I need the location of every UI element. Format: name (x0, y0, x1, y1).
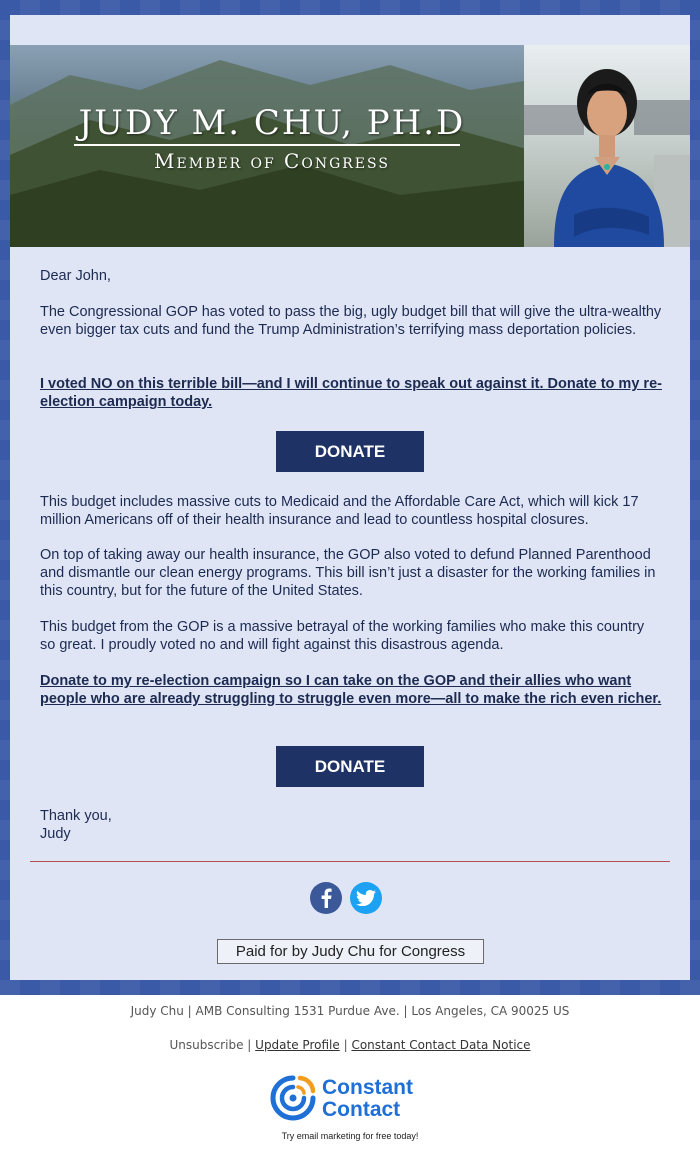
twitter-link[interactable] (350, 882, 382, 914)
portrait-illustration (524, 45, 690, 247)
brand-name-line1[interactable]: Constant (322, 1076, 413, 1099)
footer-separator: | (343, 1038, 348, 1052)
paragraph-gop-vote: The Congressional GOP has voted to pass the big, ugly budget bill that will give the ultra-wealthy even bigger tax cuts and fund the Trump Administration’s terrifying mass deportation policies. (40, 304, 662, 338)
brand-name-line2[interactable]: Contact (322, 1098, 401, 1121)
paragraph-medicaid-cuts: This budget includes massive cuts to Medicaid and the Affordable Care Act, which will kick 17 million Americans off of their health insurance and lead to countless hospital closures. (40, 494, 639, 528)
brand-tagline[interactable]: Try email marketing for free today! (281, 1131, 419, 1141)
update-profile-link[interactable]: Update Profile (255, 1038, 340, 1052)
data-notice-link[interactable]: Constant Contact Data Notice (351, 1038, 531, 1052)
donate-button-1[interactable]: DONATE (276, 431, 424, 472)
candidate-photo (524, 45, 690, 247)
constant-contact-logo-icon[interactable] (270, 1075, 316, 1121)
donate-link-2[interactable]: Donate to my re-election campaign so I can take on the GOP and their allies who want people who are already struggling to struggle even more—all to make the rich even richer. (40, 673, 662, 707)
paragraph-planned-parenthood: On top of taking away our health insurance, the GOP also voted to defund Planned Parenthood and dismantle our clean energy programs. This bill isn’t just a disaster for the working families in this country, but for the future of the United States. (40, 547, 656, 599)
paid-for-disclaimer: Paid for by Judy Chu for Congress (217, 939, 484, 964)
footer-separator: | (247, 1038, 252, 1052)
greeting: Dear John, (40, 268, 111, 284)
banner-divider (74, 144, 460, 146)
banner-subtitle: Member of Congress (154, 149, 390, 173)
header-banner (10, 45, 690, 247)
paragraph-betrayal: This budget from the GOP is a massive betrayal of the working families who make this country so great. I proudly voted no and will fight against this disastrous agenda. (40, 619, 645, 653)
signoff-name: Judy (40, 826, 71, 842)
donate-button-2[interactable]: DONATE (276, 746, 424, 787)
facebook-link[interactable] (310, 882, 342, 914)
facebook-icon (319, 888, 333, 908)
signoff-thank-you: Thank you, (40, 808, 112, 824)
twitter-icon (356, 890, 376, 906)
footer-address: Judy Chu | AMB Consulting 1531 Purdue Ave. | Los Angeles, CA 90025 US (130, 1004, 570, 1018)
unsubscribe-link[interactable]: Unsubscribe (169, 1038, 244, 1052)
donate-link-1[interactable]: I voted NO on this terrible bill—and I will continue to speak out against it. Donate to my re-election campaign today. (40, 376, 662, 410)
footer-links (0, 1038, 700, 1052)
email-card (10, 15, 690, 980)
banner-title: JUDY M. CHU, PH.D (78, 103, 466, 143)
section-divider (30, 861, 670, 862)
